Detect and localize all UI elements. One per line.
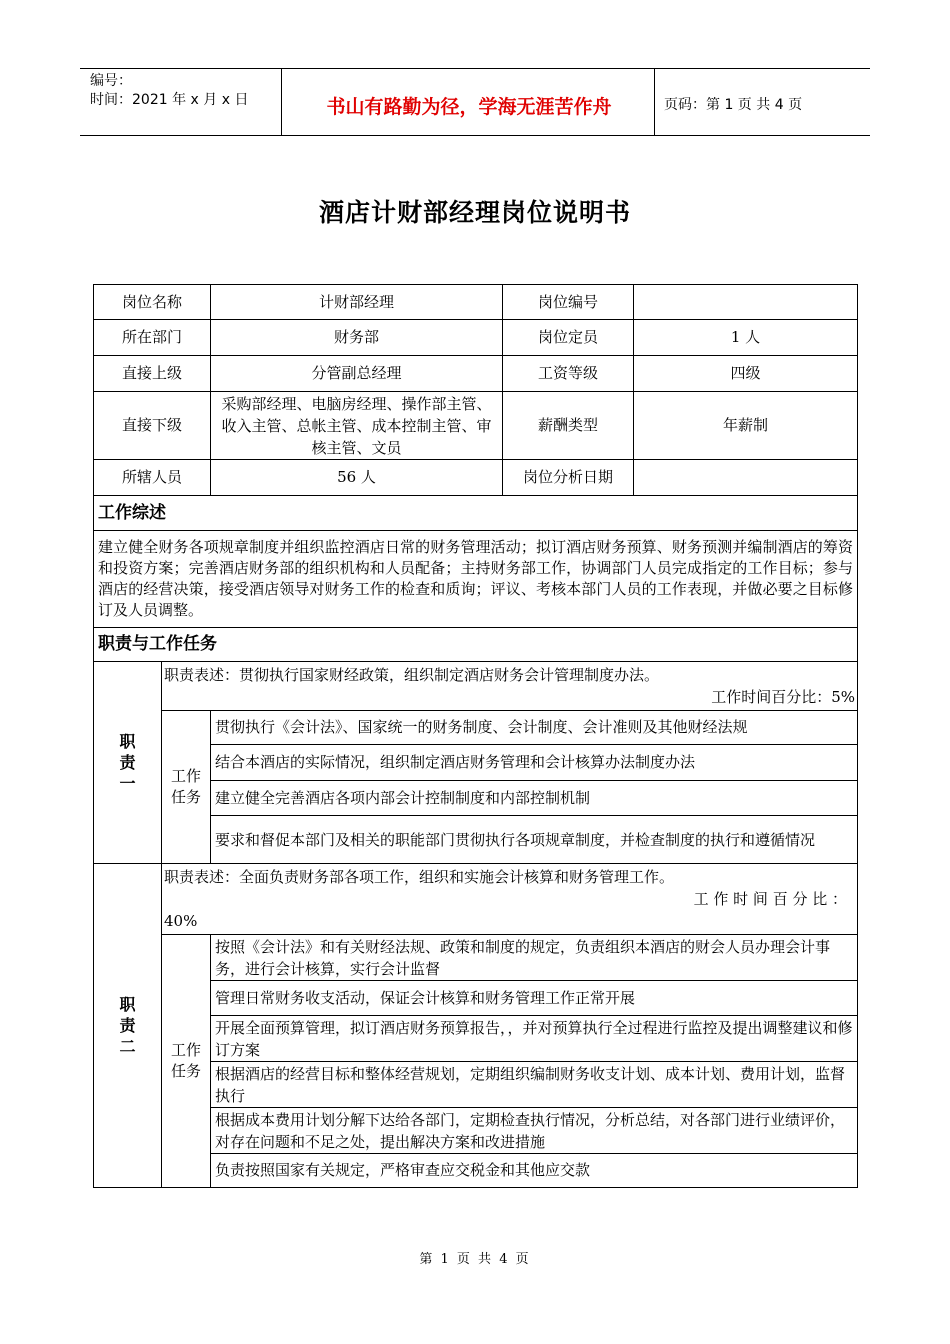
analysis-date-value (634, 460, 858, 496)
info-row-position (94, 285, 858, 320)
info-row-subordinate (94, 392, 858, 460)
header-bottom-rule (80, 135, 870, 136)
position-name-label: 岗位名称 (94, 285, 211, 320)
duty1-task-2: 结合本酒店的实际情况，组织制定酒店财务管理和会计核算办法制度办法 (211, 745, 858, 781)
info-row-dept (94, 320, 858, 356)
duty1-task-4: 要求和督促本部门及相关的职能部门贯彻执行各项规章制度，并检查制度的执行和遵循情况 (211, 816, 858, 864)
duty2-label (94, 864, 162, 1188)
superior-value: 分管副总经理 (211, 356, 503, 392)
duty1-task-label-text: 工作任务 (170, 767, 201, 806)
duty2-statement-row (94, 864, 858, 935)
staff-label: 所辖人员 (94, 460, 211, 496)
pay-type-value: 年薪制 (634, 392, 858, 460)
position-no-value (634, 285, 858, 320)
header-time-label: 时间：2021 年 x 月 x 日 (90, 92, 249, 108)
duty2-time-pct-value: 40% (164, 912, 198, 930)
info-row-staff (94, 460, 858, 496)
subordinate-label: 直接下级 (94, 392, 211, 460)
pay-type-label: 薪酬类型 (503, 392, 634, 460)
duty2-task-4: 根据酒店的经营目标和整体经营规划，定期组织编制财务收支计划、成本计划、费用计划，监督执行 (211, 1062, 858, 1108)
header-page-info: 页码：第 1 页 共 4 页 (664, 97, 803, 113)
duties-heading: 职责与工作任务 (94, 628, 858, 662)
document-title: 酒店计财部经理岗位说明书 (318, 198, 631, 227)
staff-value: 56 人 (211, 460, 503, 496)
salary-grade-value: 四级 (634, 356, 858, 392)
subordinate-value: 采购部经理、电脑房经理、操作部主管、收入主管、总帐主管、成本控制主管、审核主管、文员 (211, 392, 503, 460)
duty1-label (94, 662, 162, 864)
duty2-task-5: 根据成本费用计划分解下达给各部门，定期检查执行情况，分析总结，对各部门进行业绩评价，对存在问题和不足之处，提出解决方案和改进措施 (211, 1108, 858, 1154)
job-description-table (93, 284, 858, 1188)
page-footer: 第 1 页 共 4 页 (419, 1252, 531, 1267)
duty1-statement-row (94, 662, 858, 711)
duty2-task-row (94, 935, 858, 981)
header-divider-right (654, 68, 655, 136)
dept-value: 财务部 (211, 320, 503, 356)
duty1-task-1: 贯彻执行《会计法》、国家统一的财务制度、会计制度、会计准则及其他财经法规 (211, 711, 858, 745)
info-row-superior (94, 356, 858, 392)
dept-label: 所在部门 (94, 320, 211, 356)
duty1-task-label (162, 711, 211, 864)
header-divider-left (281, 68, 282, 136)
duty1-time-pct: 工作时间百分比：5% (711, 688, 856, 706)
position-no-label: 岗位编号 (503, 285, 634, 320)
duty1-statement: 职责表述：贯彻执行国家财经政策，组织制定酒店财务会计管理制度办法。 (164, 666, 660, 684)
duty2-task-label-text: 工作任务 (170, 1041, 201, 1080)
headcount-value: 1 人 (634, 320, 858, 356)
salary-grade-label: 工资等级 (503, 356, 634, 392)
summary-text-row (94, 531, 858, 628)
header-number-label: 编号： (90, 73, 132, 89)
duty2-label-text: 职责二 (119, 995, 136, 1056)
header-motto: 书山有路勤为径，学海无涯苦作舟 (326, 96, 612, 118)
duty2-task-label (162, 935, 211, 1188)
position-name-value: 计财部经理 (211, 285, 503, 320)
duty1-task-row (94, 711, 858, 745)
duty2-statement: 职责表述：全面负责财务部各项工作，组织和实施会计核算和财务管理工作。 (164, 868, 675, 886)
duties-heading-row (94, 628, 858, 662)
duty1-label-text: 职责一 (119, 732, 136, 793)
duty2-task-1: 按照《会计法》和有关财经法规、政策和制度的规定，负责组织本酒店的财会人员办理会计事务，进行会计核算，实行会计监督 (211, 935, 858, 981)
header-top-rule (80, 68, 870, 69)
duty2-task-3: 开展全面预算管理，拟订酒店财务预算报告，，并对预算执行全过程进行监控及提出调整建议和修订方案 (211, 1016, 858, 1062)
duty1-task-3: 建立健全完善酒店各项内部会计控制制度和内部控制机制 (211, 781, 858, 816)
duty2-task-6: 负责按照国家有关规定，严格审查应交税金和其他应交款 (211, 1154, 858, 1188)
summary-heading: 工作综述 (94, 496, 858, 531)
summary-text: 建立健全财务各项规章制度并组织监控酒店日常的财务管理活动；拟订酒店财务预算、财务预测并编制酒店的筹资和投资方案；完善酒店财务部的组织机构和人员配备；主持财务部工作，协调部门人员完成指定的工作目标；参与酒店的经营决策，接受酒店领导对财务工作的检查和质询；评议、考核本部门人员的工作表现，并做必要之目标修订及人员调整。 (94, 531, 858, 628)
duty2-task-2: 管理日常财务收支活动，保证会计核算和财务管理工作正常开展 (211, 981, 858, 1016)
analysis-date-label: 岗位分析日期 (503, 460, 634, 496)
summary-heading-row (94, 496, 858, 531)
superior-label: 直接上级 (94, 356, 211, 392)
headcount-label: 岗位定员 (503, 320, 634, 356)
duty2-time-pct-label: 工 作 时 间 百 分 比 ： (693, 890, 848, 908)
